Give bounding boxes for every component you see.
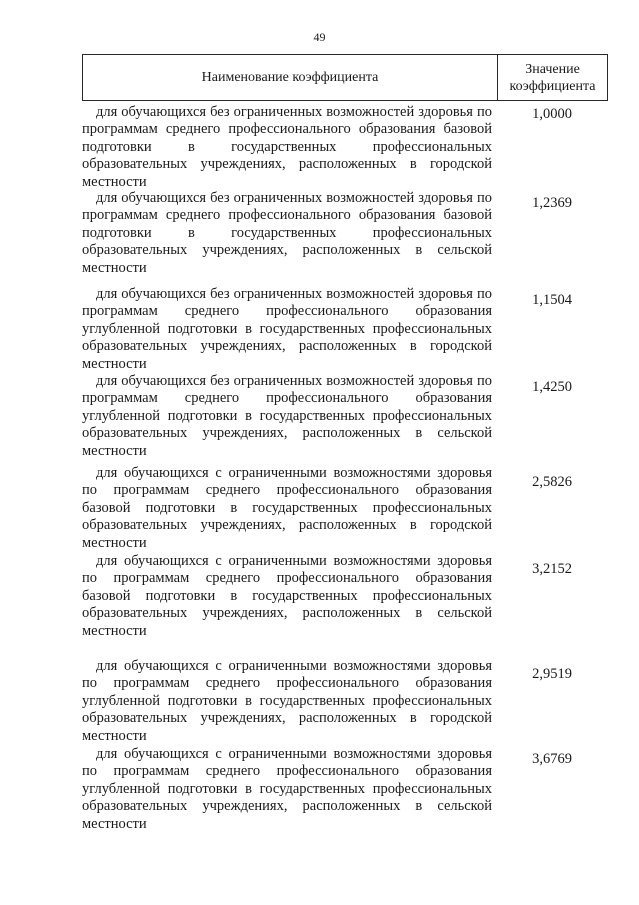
coefficient-value: 3,6769 — [532, 751, 572, 767]
coefficient-value: 1,0000 — [532, 106, 572, 122]
table-header — [82, 54, 608, 101]
column-header-value-text — [510, 61, 596, 95]
coefficient-value: 2,5826 — [532, 474, 572, 490]
coefficient-name: для обучающихся с ограниченными возможностями здоровья по программам среднего профессионального образования углубленной подготовки в государственных профессиональных образовательных учреждениях, расположенных в городской местности — [82, 658, 492, 744]
coefficient-value: 2,9519 — [532, 666, 572, 682]
coefficient-value: 1,1504 — [532, 292, 572, 308]
coefficient-name: для обучающихся с ограниченными возможностями здоровья по программам среднего профессионального образования углубленной подготовки в государственных профессиональных образовательных учреждениях, расположенных в сельской местности — [82, 746, 492, 832]
column-header-value-line2: коэффициента — [509, 78, 596, 94]
coefficient-name: для обучающихся с ограниченными возможностями здоровья по программам среднего профессионального образования базовой подготовки в государственных профессиональных образовательных учреждениях, расположенных в городской местности — [82, 465, 492, 551]
coefficient-name: для обучающихся без ограниченных возможностей здоровья по программам среднего профессионального образования базовой подготовки в государственных профессиональных образовательных учреждениях, расположенных в городской местности — [82, 104, 492, 190]
coefficient-name: для обучающихся без ограниченных возможностей здоровья по программам среднего профессионального образования углубленной подготовки в государственных профессиональных образовательных учреждениях, расположенных в сельской местности — [82, 373, 492, 459]
coefficient-name: для обучающихся без ограниченных возможностей здоровья по программам среднего профессионального образования углубленной подготовки в государственных профессиональных образовательных учреждениях, расположенных в городской местности — [82, 286, 492, 372]
coefficient-name: для обучающихся с ограниченными возможностями здоровья по программам среднего профессионального образования базовой подготовки в государственных профессиональных образовательных учреждениях, расположенных в сельской местности — [82, 553, 492, 639]
coefficient-value: 3,2152 — [532, 561, 572, 577]
column-header-value — [498, 55, 607, 100]
coefficient-value: 1,2369 — [532, 195, 572, 211]
coefficient-name: для обучающихся без ограниченных возможностей здоровья по программам среднего профессионального образования базовой подготовки в государственных профессиональных образовательных учреждениях, расположенных в сельской местности — [82, 190, 492, 276]
column-header-value-line1: Значение — [525, 61, 580, 77]
coefficient-value: 1,4250 — [532, 379, 572, 395]
page-number: 49 — [313, 30, 326, 44]
column-header-name: Наименование коэффициента — [201, 69, 379, 85]
